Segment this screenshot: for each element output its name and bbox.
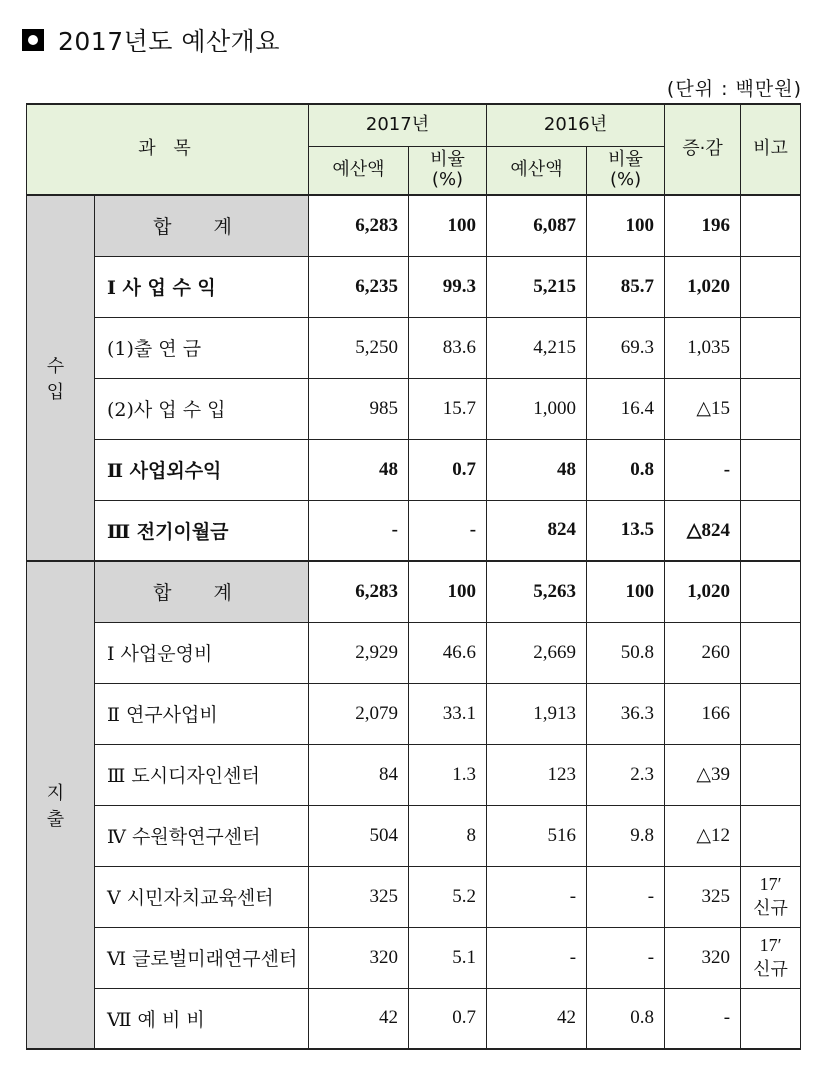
change-value: △15	[665, 378, 741, 439]
table-row	[27, 500, 801, 561]
ratio-2016: 100	[587, 561, 665, 622]
remark-cell	[741, 195, 801, 256]
item-label: Ⅳ 수원학연구센터	[95, 805, 309, 866]
amount-2016: 5,215	[487, 256, 587, 317]
table-row	[27, 256, 801, 317]
remark-cell	[741, 378, 801, 439]
ratio-2016: 85.7	[587, 256, 665, 317]
ratio-2016: 2.3	[587, 744, 665, 805]
change-value: -	[665, 439, 741, 500]
ratio-2017: 100	[409, 561, 487, 622]
header-remark: 비고	[741, 104, 801, 195]
remark-cell	[741, 561, 801, 622]
remark-cell: 17′ 신규	[741, 927, 801, 988]
item-label: (2)사 업 수 입	[95, 378, 309, 439]
ratio-2016: 0.8	[587, 439, 665, 500]
circle-bullet-icon	[22, 29, 44, 51]
ratio-2016: 13.5	[587, 500, 665, 561]
item-label: Ⅵ 글로벌미래연구센터	[95, 927, 309, 988]
header-ratio-2017: 비율 (%)	[409, 146, 487, 195]
ratio-2017: 46.6	[409, 622, 487, 683]
amount-2016: 5,263	[487, 561, 587, 622]
remark-cell	[741, 683, 801, 744]
header-change: 증·감	[665, 104, 741, 195]
amount-2017: 6,283	[309, 561, 409, 622]
remark-cell	[741, 744, 801, 805]
amount-2016: -	[487, 866, 587, 927]
change-value: 196	[665, 195, 741, 256]
change-value: △12	[665, 805, 741, 866]
remark-cell	[741, 500, 801, 561]
ratio-2017: 5.1	[409, 927, 487, 988]
amount-2017: 985	[309, 378, 409, 439]
amount-2016: 516	[487, 805, 587, 866]
header-2017: 2017년	[309, 104, 487, 146]
header-2016: 2016년	[487, 104, 665, 146]
amount-2017: 5,250	[309, 317, 409, 378]
amount-2017: 320	[309, 927, 409, 988]
table-row	[27, 805, 801, 866]
expense-section	[27, 561, 801, 1049]
change-value: 166	[665, 683, 741, 744]
ratio-2017: 15.7	[409, 378, 487, 439]
document-title	[22, 22, 280, 58]
ratio-2017: 1.3	[409, 744, 487, 805]
remark-cell	[741, 439, 801, 500]
ratio-2016: -	[587, 927, 665, 988]
table-row	[27, 866, 801, 927]
expense-group-label: 지 출	[27, 561, 95, 1049]
change-value: 1,020	[665, 561, 741, 622]
unit-label: (단위 : 백만원)	[666, 78, 802, 100]
item-label: Ⅲ 도시디자인센터	[95, 744, 309, 805]
table-row	[27, 927, 801, 988]
ratio-2016: 9.8	[587, 805, 665, 866]
ratio-2016: 0.8	[587, 988, 665, 1049]
change-value: △824	[665, 500, 741, 561]
item-label: Ⅱ 사업외수익	[95, 439, 309, 500]
header-amount-2016: 예산액	[487, 146, 587, 195]
budget-table	[26, 103, 801, 1050]
item-label: 합 계	[95, 561, 309, 622]
remark-cell	[741, 622, 801, 683]
ratio-2016: -	[587, 866, 665, 927]
ratio-2017: 83.6	[409, 317, 487, 378]
ratio-2017: 99.3	[409, 256, 487, 317]
table-row	[27, 622, 801, 683]
ratio-2017: 100	[409, 195, 487, 256]
amount-2016: 4,215	[487, 317, 587, 378]
table-row	[27, 988, 801, 1049]
item-label: Ⅱ 연구사업비	[95, 683, 309, 744]
ratio-2016: 50.8	[587, 622, 665, 683]
amount-2017: 48	[309, 439, 409, 500]
amount-2017: -	[309, 500, 409, 561]
table-row	[27, 561, 801, 622]
amount-2016: 48	[487, 439, 587, 500]
change-value: △39	[665, 744, 741, 805]
header-amount-2017: 예산액	[309, 146, 409, 195]
ratio-2017: 8	[409, 805, 487, 866]
remark-cell	[741, 256, 801, 317]
income-section	[27, 195, 801, 561]
ratio-2017: -	[409, 500, 487, 561]
header-ratio-2016: 비율 (%)	[587, 146, 665, 195]
amount-2016: 6,087	[487, 195, 587, 256]
table-row	[27, 683, 801, 744]
amount-2017: 6,235	[309, 256, 409, 317]
amount-2017: 84	[309, 744, 409, 805]
remark-cell	[741, 805, 801, 866]
table-row	[27, 378, 801, 439]
item-label: Ⅲ 전기이월금	[95, 500, 309, 561]
amount-2016: 123	[487, 744, 587, 805]
table-row	[27, 744, 801, 805]
header-subject: 과 목	[27, 104, 309, 195]
item-label: Ⅰ 사업운영비	[95, 622, 309, 683]
change-value: -	[665, 988, 741, 1049]
item-label: (1)출 연 금	[95, 317, 309, 378]
income-group-label: 수 입	[27, 195, 95, 561]
ratio-2016: 16.4	[587, 378, 665, 439]
amount-2016: 824	[487, 500, 587, 561]
ratio-2017: 0.7	[409, 439, 487, 500]
change-value: 325	[665, 866, 741, 927]
ratio-2017: 0.7	[409, 988, 487, 1049]
item-label: Ⅴ 시민자치교육센터	[95, 866, 309, 927]
amount-2016: 2,669	[487, 622, 587, 683]
amount-2017: 325	[309, 866, 409, 927]
amount-2017: 504	[309, 805, 409, 866]
ratio-2017: 33.1	[409, 683, 487, 744]
ratio-2016: 69.3	[587, 317, 665, 378]
amount-2017: 6,283	[309, 195, 409, 256]
amount-2016: 42	[487, 988, 587, 1049]
title-text: 2017년도 예산개요	[58, 27, 280, 56]
table-row	[27, 195, 801, 256]
amount-2017: 42	[309, 988, 409, 1049]
amount-2017: 2,079	[309, 683, 409, 744]
ratio-2016: 100	[587, 195, 665, 256]
change-value: 320	[665, 927, 741, 988]
item-label: Ⅰ 사 업 수 익	[95, 256, 309, 317]
amount-2016: 1,913	[487, 683, 587, 744]
table-row	[27, 439, 801, 500]
amount-2016: 1,000	[487, 378, 587, 439]
item-label: Ⅶ 예 비 비	[95, 988, 309, 1049]
amount-2017: 2,929	[309, 622, 409, 683]
ratio-2016: 36.3	[587, 683, 665, 744]
change-value: 1,020	[665, 256, 741, 317]
remark-cell	[741, 317, 801, 378]
amount-2016: -	[487, 927, 587, 988]
remark-cell: 17′ 신규	[741, 866, 801, 927]
remark-cell	[741, 988, 801, 1049]
change-value: 260	[665, 622, 741, 683]
change-value: 1,035	[665, 317, 741, 378]
ratio-2017: 5.2	[409, 866, 487, 927]
item-label: 합 계	[95, 195, 309, 256]
table-row	[27, 317, 801, 378]
